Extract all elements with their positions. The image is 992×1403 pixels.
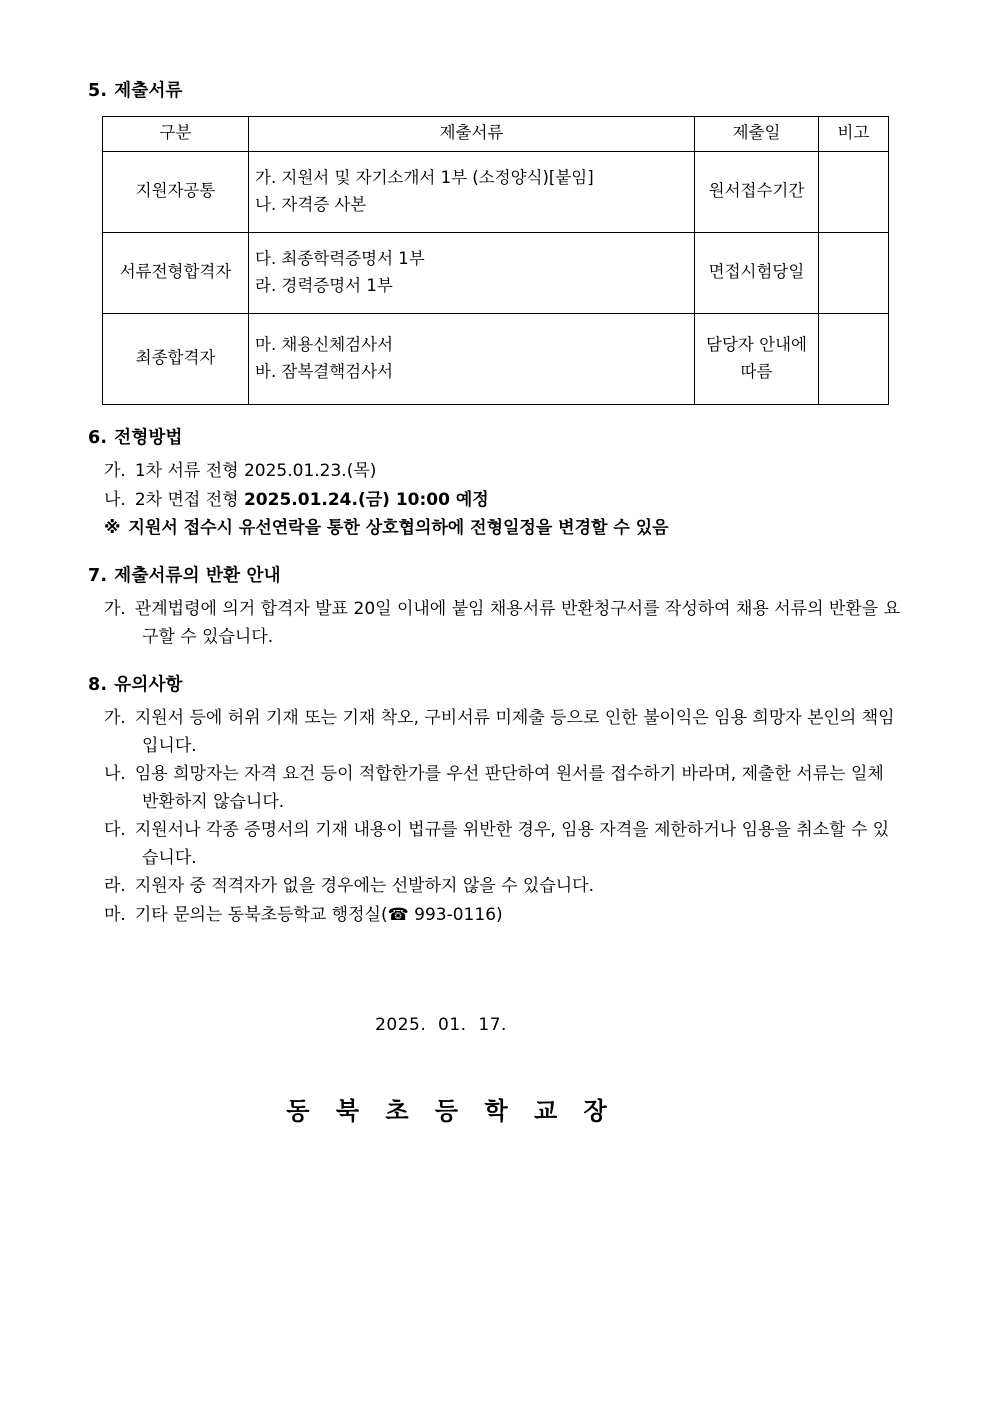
table-row [103, 151, 889, 232]
cell-category: 서류전형합격자 [103, 232, 249, 313]
section-heading-7 [88, 565, 904, 589]
section-7-block [88, 565, 904, 652]
section-title-5: 제출서류 [114, 81, 183, 101]
table-row [103, 232, 889, 313]
section-number-8: 8. [88, 674, 108, 695]
table-row [103, 313, 889, 404]
cell-documents [249, 151, 695, 232]
cell-category: 최종합격자 [103, 313, 249, 404]
table-header-row [103, 116, 889, 151]
column-header-documents: 제출서류 [249, 116, 695, 151]
document-line: 가. 지원서 및 자기소개서 1부 (소정양식)[붙임] [255, 167, 594, 187]
section-title-7: 제출서류의 반환 안내 [114, 565, 281, 586]
column-header-category: 구분 [103, 116, 249, 151]
issuing-organization: 동 북 초 등 학 교 장 [286, 1097, 616, 1126]
cell-category: 지원자공통 [103, 151, 249, 232]
item-text: 임용 희망자는 자격 요건 등이 적합한가를 우선 판단하여 원서를 접수하기 바라며, 제출한 서류는 일체 반환하지 않습니다. [134, 764, 890, 812]
section-heading-6 [88, 427, 904, 451]
section-number-5: 5. [88, 81, 108, 101]
cell-remarks [819, 151, 889, 232]
section-6-block [88, 427, 904, 543]
section-heading-5 [88, 80, 904, 104]
item-text: 지원서나 각종 증명서의 기재 내용이 법규를 위반한 경우, 임용 자격을 제한하거나 임용을 취소할 수 있습니다. [134, 820, 890, 868]
submission-documents-table [102, 116, 889, 405]
item-text: 관계법령에 의거 합격자 발표 20일 이내에 붙임 채용서류 반환청구서를 작성하여 채용 서류의 반환을 요구할 수 있습니다. [134, 599, 901, 647]
list-item [88, 873, 904, 901]
document-line: 나. 자격증 사본 [255, 194, 367, 214]
item-marker: 가. [104, 599, 126, 620]
item-text: 지원자 중 적격자가 없을 경우에는 선발하지 않을 수 있습니다. [134, 876, 595, 897]
document-line: 마. 채용신체검사서 [255, 334, 394, 354]
cell-due-date: 면접시험당일 [695, 232, 819, 313]
document-line: 라. 경력증명서 1부 [255, 275, 393, 295]
document-line: 다. 최종학력증명서 1부 [255, 248, 425, 268]
due-date-line-1: 담당자 [706, 334, 754, 354]
cell-documents [249, 232, 695, 313]
item-marker: 다. [104, 820, 126, 841]
item-text: 기타 문의는 동북초등학교 행정실(☎ 993-0116) [134, 904, 503, 925]
list-item [88, 705, 904, 760]
item-marker: 나. [104, 489, 126, 510]
due-date-line-2: 안내에 따름 [740, 334, 807, 381]
item-text-plain: 2차 면접 전형 [134, 489, 244, 510]
item-text: 1차 서류 전형 2025.01.23.(목) [134, 461, 377, 482]
reference-mark-icon: ※ [104, 518, 121, 539]
cell-remarks [819, 232, 889, 313]
item-marker: 가. [104, 708, 126, 729]
list-item [88, 458, 904, 486]
document-line: 바. 잠복결핵검사서 [255, 361, 394, 381]
item-text: 지원서 등에 허위 기재 또는 기재 착오, 구비서류 미제출 등으로 인한 불이익은 임용 희망자 본인의 책임입니다. [134, 708, 895, 756]
section-number-6: 6. [88, 427, 108, 448]
item-marker: 나. [104, 764, 126, 785]
column-header-remarks: 비고 [819, 116, 889, 151]
section-title-8: 유의사항 [114, 674, 183, 695]
list-item-contact [88, 902, 904, 930]
column-header-due-date: 제출일 [695, 116, 819, 151]
item-marker: 가. [104, 461, 126, 482]
list-item [88, 596, 904, 651]
cell-due-date: 원서접수기간 [695, 151, 819, 232]
item-marker: 마. [104, 904, 126, 925]
cell-documents [249, 313, 695, 404]
cell-remarks [819, 313, 889, 404]
item-marker: 라. [104, 876, 126, 897]
issue-date: 2025. 01. 17. [375, 1015, 507, 1036]
section-title-6: 전형방법 [114, 427, 183, 448]
list-item [88, 487, 904, 515]
list-item [88, 817, 904, 872]
list-item [88, 761, 904, 816]
section-heading-8 [88, 674, 904, 698]
section-number-7: 7. [88, 565, 108, 586]
item-text-emphasis: 2025.01.24.(금) 10:00 예정 [243, 489, 489, 510]
section-8-block [88, 674, 904, 930]
selection-schedule-note [88, 515, 904, 543]
note-text: 지원서 접수시 유선연락을 통한 상호협의하에 전형일정을 변경할 수 있음 [128, 518, 669, 539]
cell-due-date [695, 313, 819, 404]
